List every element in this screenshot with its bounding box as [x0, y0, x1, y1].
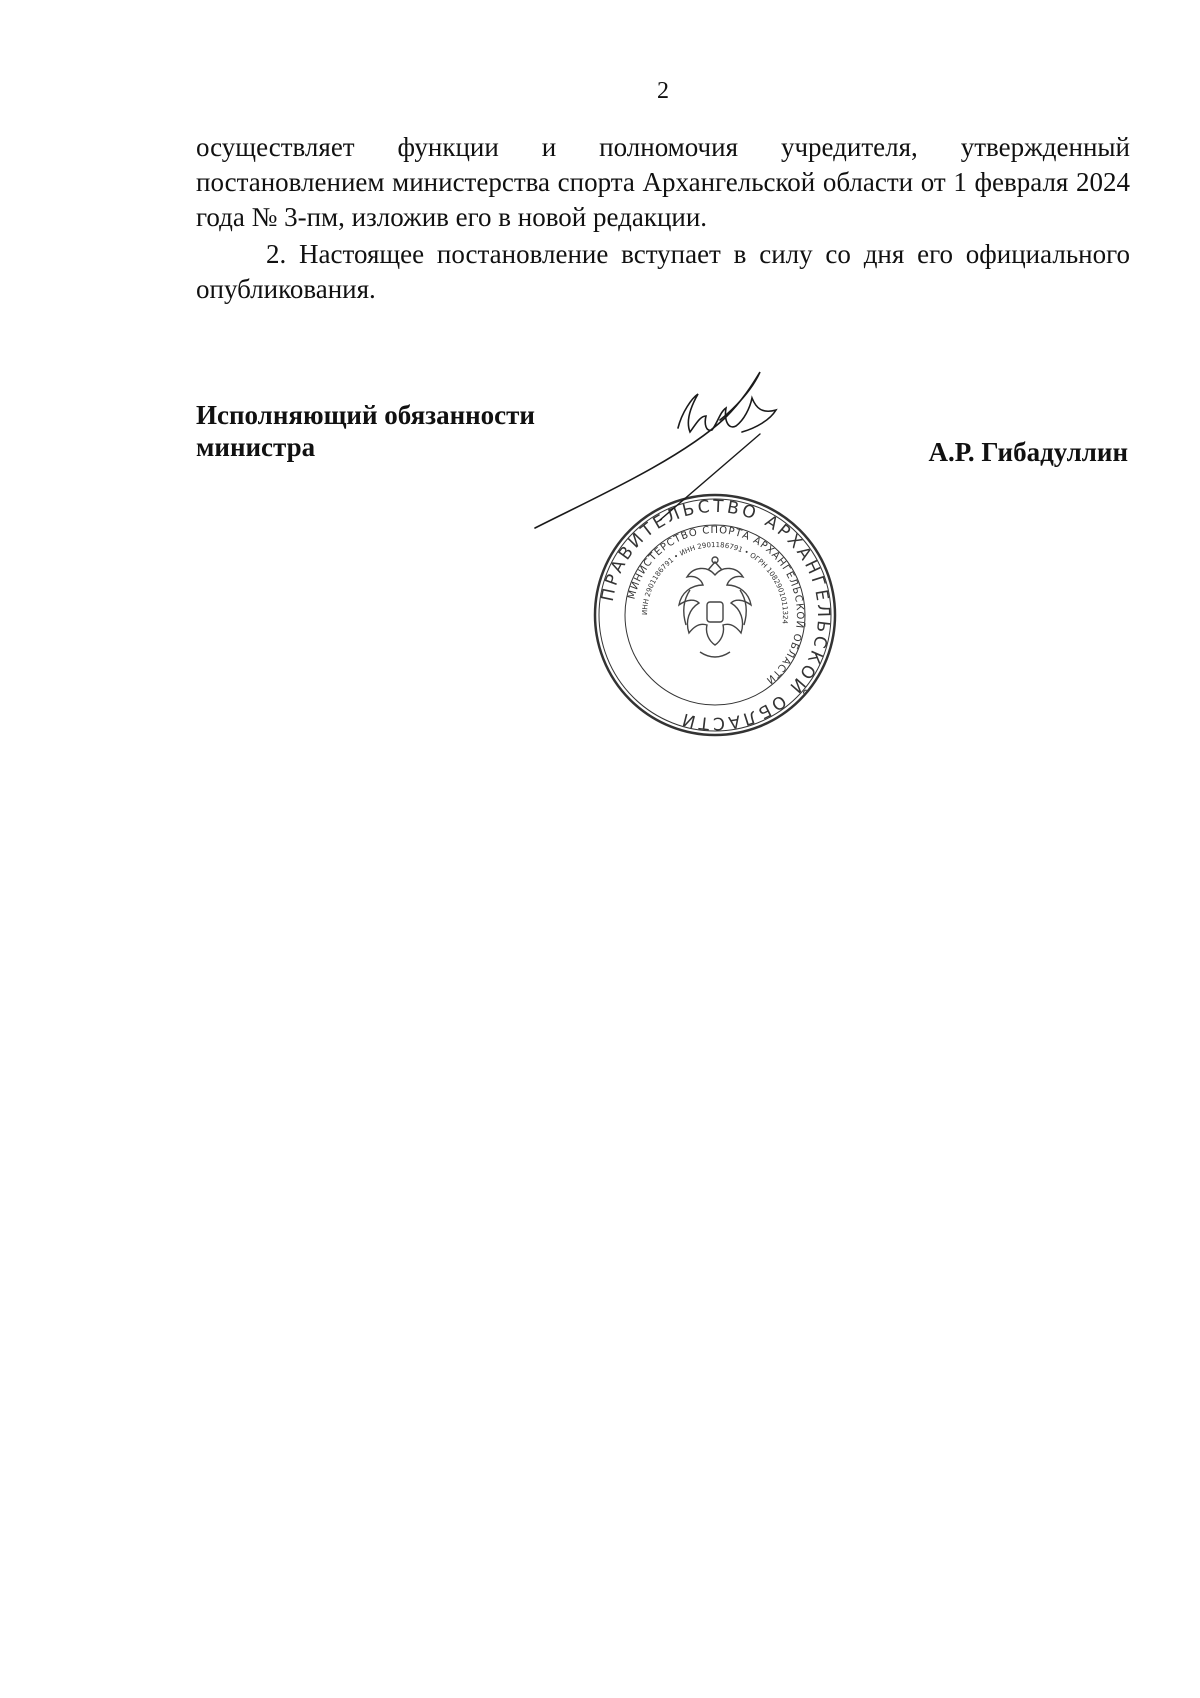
paragraph-1-rest: постановлением министерства спорта Архангельской области от 1 февраля 2024 года № 3-пм, изложив его в новой редакции. — [196, 167, 1130, 232]
signer-name: А.Р. Гибадуллин — [928, 437, 1128, 467]
stamp-outer-text: ПРАВИТЕЛЬСТВО АРХАНГЕЛЬСКОЙ ОБЛАСТИ — [597, 496, 834, 734]
signer-position-line-1: Исполняющий обязанности — [196, 400, 535, 430]
stamp-inner-text: МИНИСТЕРСТВО СПОРТА АРХАНГЕЛЬСКОЙ ОБЛАСТИ — [626, 524, 806, 687]
stamp-codes-text: ИНН 2901186791 • ИНН 2901186791 • ОГРН 1082901011324 — [640, 540, 790, 625]
handwritten-signature — [530, 350, 850, 540]
paragraph-2: 2. Настоящее постановление вступает в силу со дня его официального опубликования. — [196, 239, 1130, 304]
signer-position — [196, 399, 535, 463]
signer-position-line-2: министра — [196, 432, 316, 462]
page-number: 2 — [657, 78, 669, 104]
coat-of-arms-icon — [679, 557, 751, 657]
paragraph-1-line-1: осуществляет функции и полномочия учредителя, утвержденный — [196, 132, 1130, 162]
paragraph-1 — [196, 130, 1130, 235]
